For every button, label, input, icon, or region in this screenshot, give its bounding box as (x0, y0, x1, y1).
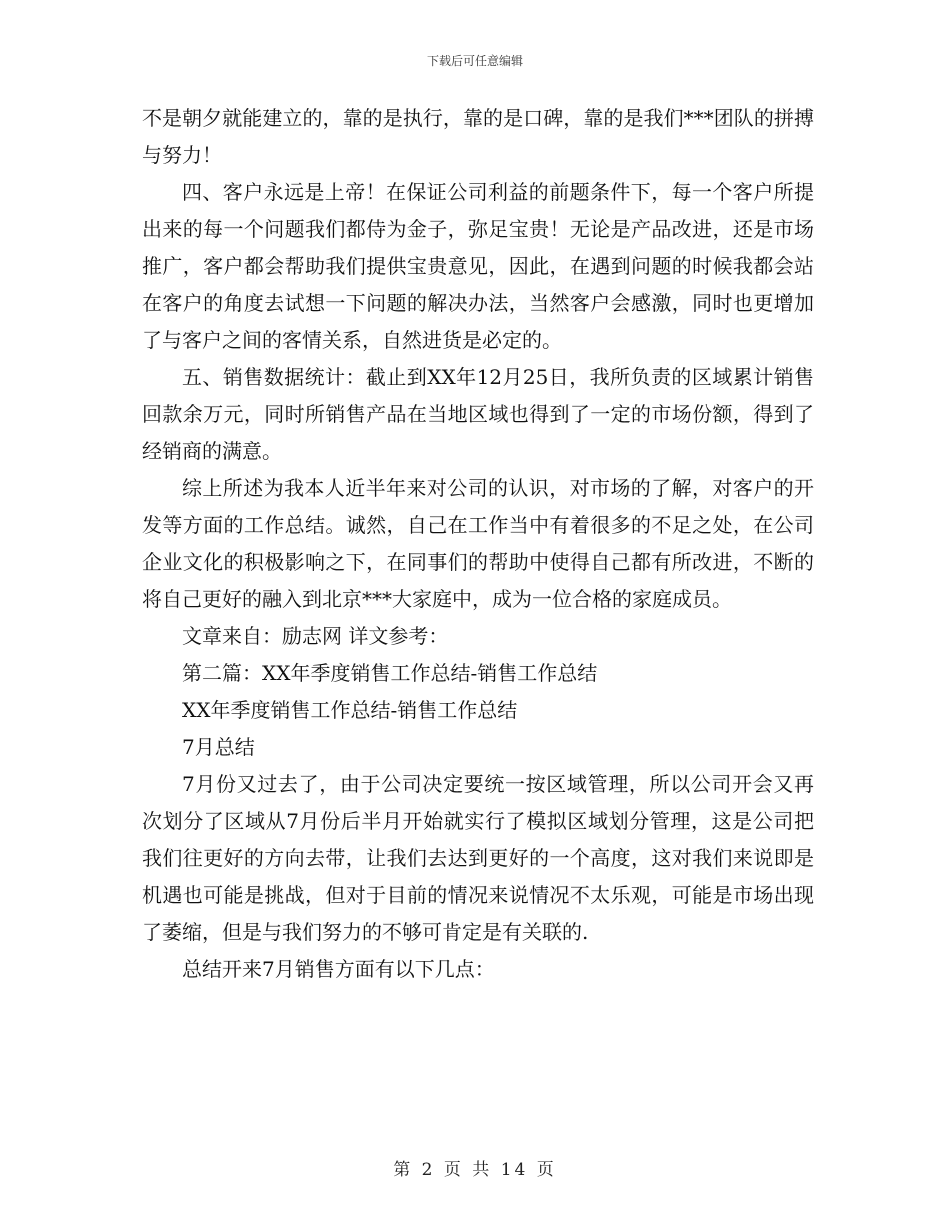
paragraph-doc-title: XX年季度销售工作总结-销售工作总结 (182, 698, 518, 722)
paragraph-summary: 综上所述为我本人近半年来对公司的认识，对市场的了解，对客户的开发等方面的工作总结。诚然，自己在工作当中有着很多的不足之处，在公司企业文化的积极影响之下，在同事们的帮助中使得自己都有所改进，不断的将自己更好的融入到北京***大家庭中，成为一位合格的家庭成员。 (142, 476, 814, 611)
page-footer: 第 2 页 共 14 页 (393, 1160, 557, 1180)
page-header: 下载后可任意编辑 (426, 54, 523, 68)
paragraph-july-body: 7月份又过去了，由于公司决定要统一按区域管理，所以公司开会又再次划分了区域从7月份后半月开始就实行了模拟区域划分管理，这是公司把我们往更好的方向去带，让我们去达到更好的一个高度，这对我们来说即是机遇也可能是挑战，但对于目前的情况来说情况不太乐观，可能是市场出现了萎缩，但是与我们努力的不够可肯定是有关联的. (142, 772, 814, 944)
paragraph-july-heading: 7月总结 (182, 735, 255, 759)
paragraph-chapter-title: 第二篇：XX年季度销售工作总结-销售工作总结 (182, 661, 598, 685)
paragraph-section-four: 四、客户永远是上帝！在保证公司利益的前题条件下，每一个客户所提出来的每一个问题我们都侍为金子，弥足宝贵！无论是产品改进，还是市场推广，客户都会帮助我们提供宝贵意见，因此，在遇到问题的时候我都会站在客户的角度去试想一下问题的解决办法，当然客户会感激，同时也更增加了与客户之间的客情关系，自然进货是必定的。 (142, 180, 814, 352)
document-body (142, 100, 814, 988)
paragraph-july-points: 总结开来7月销售方面有以下几点： (182, 957, 495, 981)
paragraph-source: 文章来自：励志网 详文参考： (182, 624, 449, 648)
paragraph-continuation: 不是朝夕就能建立的，靠的是执行，靠的是口碑，靠的是我们***团队的拼搏与努力！ (142, 106, 814, 167)
paragraph-section-five: 五、销售数据统计：截止到XX年12月25日，我所负责的区域累计销售回款余万元，同时所销售产品在当地区域也得到了一定的市场份额，得到了经销商的满意。 (142, 365, 814, 463)
